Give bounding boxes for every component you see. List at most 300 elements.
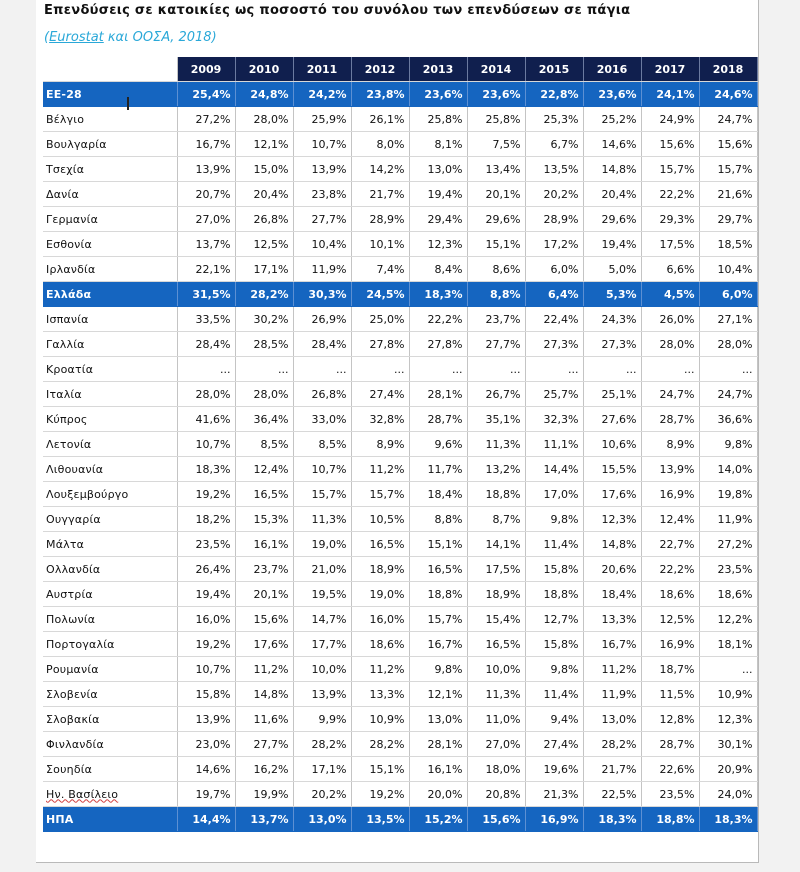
country-cell [43, 632, 177, 657]
value-cell: 22,8% [525, 82, 583, 107]
value-cell: 11,0% [467, 707, 525, 732]
country-label: Σλοβενία [46, 687, 98, 701]
value-cell: 11,2% [351, 657, 409, 682]
value-cell: 32,3% [525, 407, 583, 432]
value-cell: 17,2% [525, 232, 583, 257]
year-header: 2010 [235, 57, 293, 82]
table-row [43, 457, 757, 482]
value-cell: 14,8% [235, 682, 293, 707]
country-cell [43, 357, 177, 382]
value-cell: 10,6% [583, 432, 641, 457]
value-cell: 18,3% [583, 807, 641, 832]
value-cell: 32,8% [351, 407, 409, 432]
value-cell: 17,5% [467, 557, 525, 582]
table-corner-cell [43, 57, 177, 82]
country-cell [43, 707, 177, 732]
table-row [43, 182, 757, 207]
country-label: Γερμανία [46, 212, 99, 226]
value-cell: 16,7% [409, 632, 467, 657]
value-cell: 15,1% [351, 757, 409, 782]
value-cell: 19,0% [351, 582, 409, 607]
value-cell: ... [293, 357, 351, 382]
value-cell: 27,6% [583, 407, 641, 432]
value-cell: 24,0% [699, 782, 757, 807]
country-cell [43, 82, 177, 107]
value-cell: 14,2% [351, 157, 409, 182]
table-row [43, 407, 757, 432]
table-row [43, 207, 757, 232]
year-header: 2016 [583, 57, 641, 82]
value-cell: 14,4% [525, 457, 583, 482]
value-cell: 27,0% [467, 732, 525, 757]
value-cell: 15,1% [409, 532, 467, 557]
value-cell: 15,7% [699, 157, 757, 182]
value-cell: 25,8% [409, 107, 467, 132]
value-cell: 16,0% [177, 607, 235, 632]
value-cell: 13,9% [293, 157, 351, 182]
value-cell: 27,2% [699, 532, 757, 557]
value-cell: 12,3% [583, 507, 641, 532]
country-label: Ολλανδία [46, 562, 101, 576]
value-cell: 12,1% [235, 132, 293, 157]
value-cell: 22,7% [641, 532, 699, 557]
document-title: Επενδύσεις σε κατοικίες ως ποσοστό του συνόλου των επενδύσεων σε πάγια [44, 3, 631, 18]
value-cell: 31,5% [177, 282, 235, 307]
value-cell: 27,2% [177, 107, 235, 132]
value-cell: 14,6% [177, 757, 235, 782]
source-link[interactable]: Eurostat [49, 30, 104, 45]
value-cell: 15,6% [235, 607, 293, 632]
value-cell: 11,2% [583, 657, 641, 682]
value-cell: 20,7% [177, 182, 235, 207]
value-cell: ... [351, 357, 409, 382]
source-note [44, 30, 217, 45]
value-cell: 11,9% [583, 682, 641, 707]
value-cell: 17,0% [525, 482, 583, 507]
value-cell: 18,3% [177, 457, 235, 482]
value-cell: 11,1% [525, 432, 583, 457]
value-cell: 21,6% [699, 182, 757, 207]
country-label: Ιρλανδία [46, 262, 96, 276]
country-cell [43, 657, 177, 682]
value-cell: 16,7% [583, 632, 641, 657]
value-cell: 27,1% [699, 307, 757, 332]
table-row [43, 607, 757, 632]
value-cell: 11,2% [351, 457, 409, 482]
value-cell: 8,9% [641, 432, 699, 457]
value-cell: 24,7% [699, 382, 757, 407]
table-row [43, 632, 757, 657]
country-label: Λιθουανία [46, 462, 104, 476]
value-cell: 18,8% [525, 582, 583, 607]
value-cell: 11,4% [525, 682, 583, 707]
value-cell: 30,3% [293, 282, 351, 307]
value-cell: 23,8% [293, 182, 351, 207]
table-row [43, 807, 757, 832]
value-cell: 28,4% [293, 332, 351, 357]
value-cell: 13,9% [293, 682, 351, 707]
value-cell: 22,5% [583, 782, 641, 807]
year-header: 2013 [409, 57, 467, 82]
value-cell: 25,9% [293, 107, 351, 132]
value-cell: 18,6% [351, 632, 409, 657]
value-cell: 8,8% [467, 282, 525, 307]
value-cell: 9,8% [525, 507, 583, 532]
value-cell: 12,3% [409, 232, 467, 257]
value-cell: 15,8% [525, 632, 583, 657]
value-cell: 18,7% [641, 657, 699, 682]
value-cell: 29,6% [467, 207, 525, 232]
value-cell: 41,6% [177, 407, 235, 432]
value-cell: 25,7% [525, 382, 583, 407]
value-cell: 16,5% [235, 482, 293, 507]
value-cell: 8,5% [235, 432, 293, 457]
value-cell: 26,7% [467, 382, 525, 407]
country-cell [43, 682, 177, 707]
value-cell: 14,8% [583, 532, 641, 557]
value-cell: 15,2% [409, 807, 467, 832]
value-cell: 29,6% [583, 207, 641, 232]
value-cell: 30,2% [235, 307, 293, 332]
value-cell: 27,7% [235, 732, 293, 757]
table-row [43, 282, 757, 307]
value-cell: ... [583, 357, 641, 382]
value-cell: 13,0% [409, 157, 467, 182]
value-cell: 11,3% [467, 682, 525, 707]
table-row [43, 82, 757, 107]
country-cell [43, 207, 177, 232]
value-cell: 9,8% [409, 657, 467, 682]
value-cell: 28,0% [235, 107, 293, 132]
table-row [43, 557, 757, 582]
value-cell: 36,6% [699, 407, 757, 432]
country-cell [43, 182, 177, 207]
value-cell: 10,7% [177, 432, 235, 457]
value-cell: ... [525, 357, 583, 382]
country-cell [43, 382, 177, 407]
value-cell: 11,9% [699, 507, 757, 532]
country-label: Λετονία [46, 437, 92, 451]
country-cell [43, 332, 177, 357]
value-cell: 8,5% [293, 432, 351, 457]
value-cell: 19,2% [351, 782, 409, 807]
value-cell: 13,4% [467, 157, 525, 182]
country-cell [43, 457, 177, 482]
value-cell: 24,3% [583, 307, 641, 332]
value-cell: 6,6% [641, 257, 699, 282]
value-cell: 23,6% [467, 82, 525, 107]
country-cell [43, 307, 177, 332]
country-label: Αυστρία [46, 587, 93, 601]
year-header: 2015 [525, 57, 583, 82]
country-label: Βουλγαρία [46, 137, 107, 151]
value-cell: 28,0% [641, 332, 699, 357]
value-cell: 24,6% [699, 82, 757, 107]
value-cell: 10,1% [351, 232, 409, 257]
value-cell: 10,5% [351, 507, 409, 532]
value-cell: 28,0% [177, 382, 235, 407]
value-cell: 29,7% [699, 207, 757, 232]
value-cell: 27,4% [525, 732, 583, 757]
table-row [43, 782, 757, 807]
country-label: Κύπρος [46, 412, 88, 426]
year-header: 2018 [699, 57, 757, 82]
value-cell: 24,7% [641, 382, 699, 407]
value-cell: 23,6% [583, 82, 641, 107]
value-cell: 23,5% [177, 532, 235, 557]
value-cell: 8,4% [409, 257, 467, 282]
year-header: 2014 [467, 57, 525, 82]
value-cell: 28,2% [235, 282, 293, 307]
value-cell: 23,5% [699, 557, 757, 582]
value-cell: 21,7% [583, 757, 641, 782]
value-cell: 15,8% [525, 557, 583, 582]
country-cell [43, 507, 177, 532]
value-cell: 11,2% [235, 657, 293, 682]
value-cell: 18,4% [409, 482, 467, 507]
value-cell: 15,7% [293, 482, 351, 507]
value-cell: 17,5% [641, 232, 699, 257]
table-header-row [43, 57, 757, 82]
value-cell: 28,7% [641, 407, 699, 432]
value-cell: 12,3% [699, 707, 757, 732]
value-cell: 13,0% [293, 807, 351, 832]
country-cell [43, 732, 177, 757]
value-cell: 35,1% [467, 407, 525, 432]
table-row [43, 357, 757, 382]
value-cell: 6,7% [525, 132, 583, 157]
table-row [43, 257, 757, 282]
value-cell: 20,8% [467, 782, 525, 807]
value-cell: 24,5% [351, 282, 409, 307]
year-header: 2011 [293, 57, 351, 82]
value-cell: 22,2% [641, 557, 699, 582]
value-cell: 25,1% [583, 382, 641, 407]
value-cell: 18,4% [583, 582, 641, 607]
value-cell: 15,6% [699, 132, 757, 157]
country-cell [43, 782, 177, 807]
source-open-paren: ( [44, 30, 50, 45]
value-cell: 19,9% [235, 782, 293, 807]
value-cell: 27,7% [467, 332, 525, 357]
value-cell: 27,4% [351, 382, 409, 407]
country-label: Βέλγιο [46, 112, 85, 126]
value-cell: 11,3% [467, 432, 525, 457]
table-row [43, 532, 757, 557]
table-row [43, 332, 757, 357]
value-cell: 27,8% [351, 332, 409, 357]
country-label: Ισπανία [46, 312, 89, 326]
table-row [43, 307, 757, 332]
value-cell: 20,1% [467, 182, 525, 207]
value-cell: 27,7% [293, 207, 351, 232]
value-cell: 9,8% [699, 432, 757, 457]
value-cell: 18,6% [641, 582, 699, 607]
table-row [43, 482, 757, 507]
country-label: ΗΠΑ [46, 812, 74, 826]
table-row [43, 707, 757, 732]
value-cell: 10,4% [293, 232, 351, 257]
value-cell: 12,5% [641, 607, 699, 632]
value-cell: 20,4% [235, 182, 293, 207]
country-label: Λουξεμβούργο [46, 487, 129, 501]
country-label: Ελλάδα [46, 287, 92, 301]
value-cell: 8,7% [467, 507, 525, 532]
value-cell: 5,0% [583, 257, 641, 282]
value-cell: 8,0% [351, 132, 409, 157]
value-cell: ... [699, 657, 757, 682]
value-cell: 15,3% [235, 507, 293, 532]
value-cell: 18,3% [699, 807, 757, 832]
value-cell: 28,7% [641, 732, 699, 757]
value-cell: 17,6% [235, 632, 293, 657]
value-cell: 10,4% [699, 257, 757, 282]
value-cell: 23,5% [641, 782, 699, 807]
value-cell: 26,0% [641, 307, 699, 332]
value-cell: 10,7% [177, 657, 235, 682]
year-header: 2012 [351, 57, 409, 82]
value-cell: 18,9% [467, 582, 525, 607]
value-cell: 17,7% [293, 632, 351, 657]
value-cell: 18,5% [699, 232, 757, 257]
value-cell: 10,9% [699, 682, 757, 707]
value-cell: 28,2% [293, 732, 351, 757]
value-cell: 19,6% [525, 757, 583, 782]
table-row [43, 732, 757, 757]
country-label: Φινλανδία [46, 737, 104, 751]
value-cell: 30,1% [699, 732, 757, 757]
value-cell: 26,1% [351, 107, 409, 132]
table-body [43, 82, 757, 832]
value-cell: 13,7% [235, 807, 293, 832]
table-row [43, 432, 757, 457]
value-cell: 33,0% [293, 407, 351, 432]
value-cell: 15,7% [641, 157, 699, 182]
table-row [43, 157, 757, 182]
value-cell: 16,5% [351, 532, 409, 557]
country-label: Ιταλία [46, 387, 82, 401]
country-label: Ρουμανία [46, 662, 99, 676]
value-cell: 19,4% [409, 182, 467, 207]
value-cell: 28,1% [409, 732, 467, 757]
value-cell: 16,7% [177, 132, 235, 157]
value-cell: 7,4% [351, 257, 409, 282]
value-cell: 23,7% [235, 557, 293, 582]
value-cell: 25,3% [525, 107, 583, 132]
value-cell: 13,0% [583, 707, 641, 732]
value-cell: 28,4% [177, 332, 235, 357]
value-cell: 28,9% [525, 207, 583, 232]
table-row [43, 582, 757, 607]
value-cell: 16,0% [351, 607, 409, 632]
value-cell: 18,1% [699, 632, 757, 657]
country-cell [43, 557, 177, 582]
value-cell: 12,8% [641, 707, 699, 732]
country-cell [43, 532, 177, 557]
value-cell: 20,1% [235, 582, 293, 607]
value-cell: 26,8% [235, 207, 293, 232]
table-row [43, 682, 757, 707]
value-cell: 22,1% [177, 257, 235, 282]
value-cell: 22,2% [409, 307, 467, 332]
value-cell: 24,8% [235, 82, 293, 107]
value-cell: 18,8% [641, 807, 699, 832]
source-rest: και ΟΟΣΑ, 2018) [103, 30, 217, 45]
country-cell [43, 582, 177, 607]
value-cell: 12,2% [699, 607, 757, 632]
value-cell: 9,9% [293, 707, 351, 732]
value-cell: 11,5% [641, 682, 699, 707]
value-cell: 15,4% [467, 607, 525, 632]
value-cell: 28,0% [699, 332, 757, 357]
value-cell: 16,9% [525, 807, 583, 832]
value-cell: 8,9% [351, 432, 409, 457]
value-cell: 15,7% [409, 607, 467, 632]
value-cell: 16,9% [641, 482, 699, 507]
value-cell: ... [641, 357, 699, 382]
value-cell: 15,5% [583, 457, 641, 482]
country-label: Ουγγαρία [46, 512, 101, 526]
table-row [43, 107, 757, 132]
value-cell: ... [177, 357, 235, 382]
value-cell: 28,7% [409, 407, 467, 432]
value-cell: 10,7% [293, 132, 351, 157]
value-cell: 27,0% [177, 207, 235, 232]
value-cell: 18,6% [699, 582, 757, 607]
country-label: Πορτογαλία [46, 637, 115, 651]
value-cell: 16,9% [641, 632, 699, 657]
value-cell: 20,2% [293, 782, 351, 807]
value-cell: 25,4% [177, 82, 235, 107]
value-cell: 19,4% [583, 232, 641, 257]
value-cell: 23,0% [177, 732, 235, 757]
country-label: Σλοβακία [46, 712, 100, 726]
value-cell: 10,0% [293, 657, 351, 682]
value-cell: 28,5% [235, 332, 293, 357]
value-cell: 21,7% [351, 182, 409, 207]
value-cell: 16,1% [235, 532, 293, 557]
value-cell: 24,9% [641, 107, 699, 132]
value-cell: 13,7% [177, 232, 235, 257]
value-cell: 13,5% [525, 157, 583, 182]
value-cell: 18,9% [351, 557, 409, 582]
value-cell: 8,1% [409, 132, 467, 157]
value-cell: 19,2% [177, 482, 235, 507]
country-cell [43, 482, 177, 507]
value-cell: 9,4% [525, 707, 583, 732]
country-label: Εσθονία [46, 237, 92, 251]
value-cell: 28,1% [409, 382, 467, 407]
value-cell: 27,3% [525, 332, 583, 357]
value-cell: 11,9% [293, 257, 351, 282]
country-label: Τσεχία [46, 162, 85, 176]
value-cell: 11,4% [525, 532, 583, 557]
value-cell: 14,7% [293, 607, 351, 632]
value-cell: 15,6% [467, 807, 525, 832]
value-cell: 7,5% [467, 132, 525, 157]
value-cell: 33,5% [177, 307, 235, 332]
value-cell: 19,7% [177, 782, 235, 807]
value-cell: 20,0% [409, 782, 467, 807]
value-cell: 19,8% [699, 482, 757, 507]
value-cell: 13,9% [641, 457, 699, 482]
value-cell: 25,8% [467, 107, 525, 132]
value-cell: 15,7% [351, 482, 409, 507]
text-cursor [127, 97, 129, 110]
country-label: Μάλτα [46, 537, 85, 551]
value-cell: 16,1% [409, 757, 467, 782]
table-row [43, 757, 757, 782]
